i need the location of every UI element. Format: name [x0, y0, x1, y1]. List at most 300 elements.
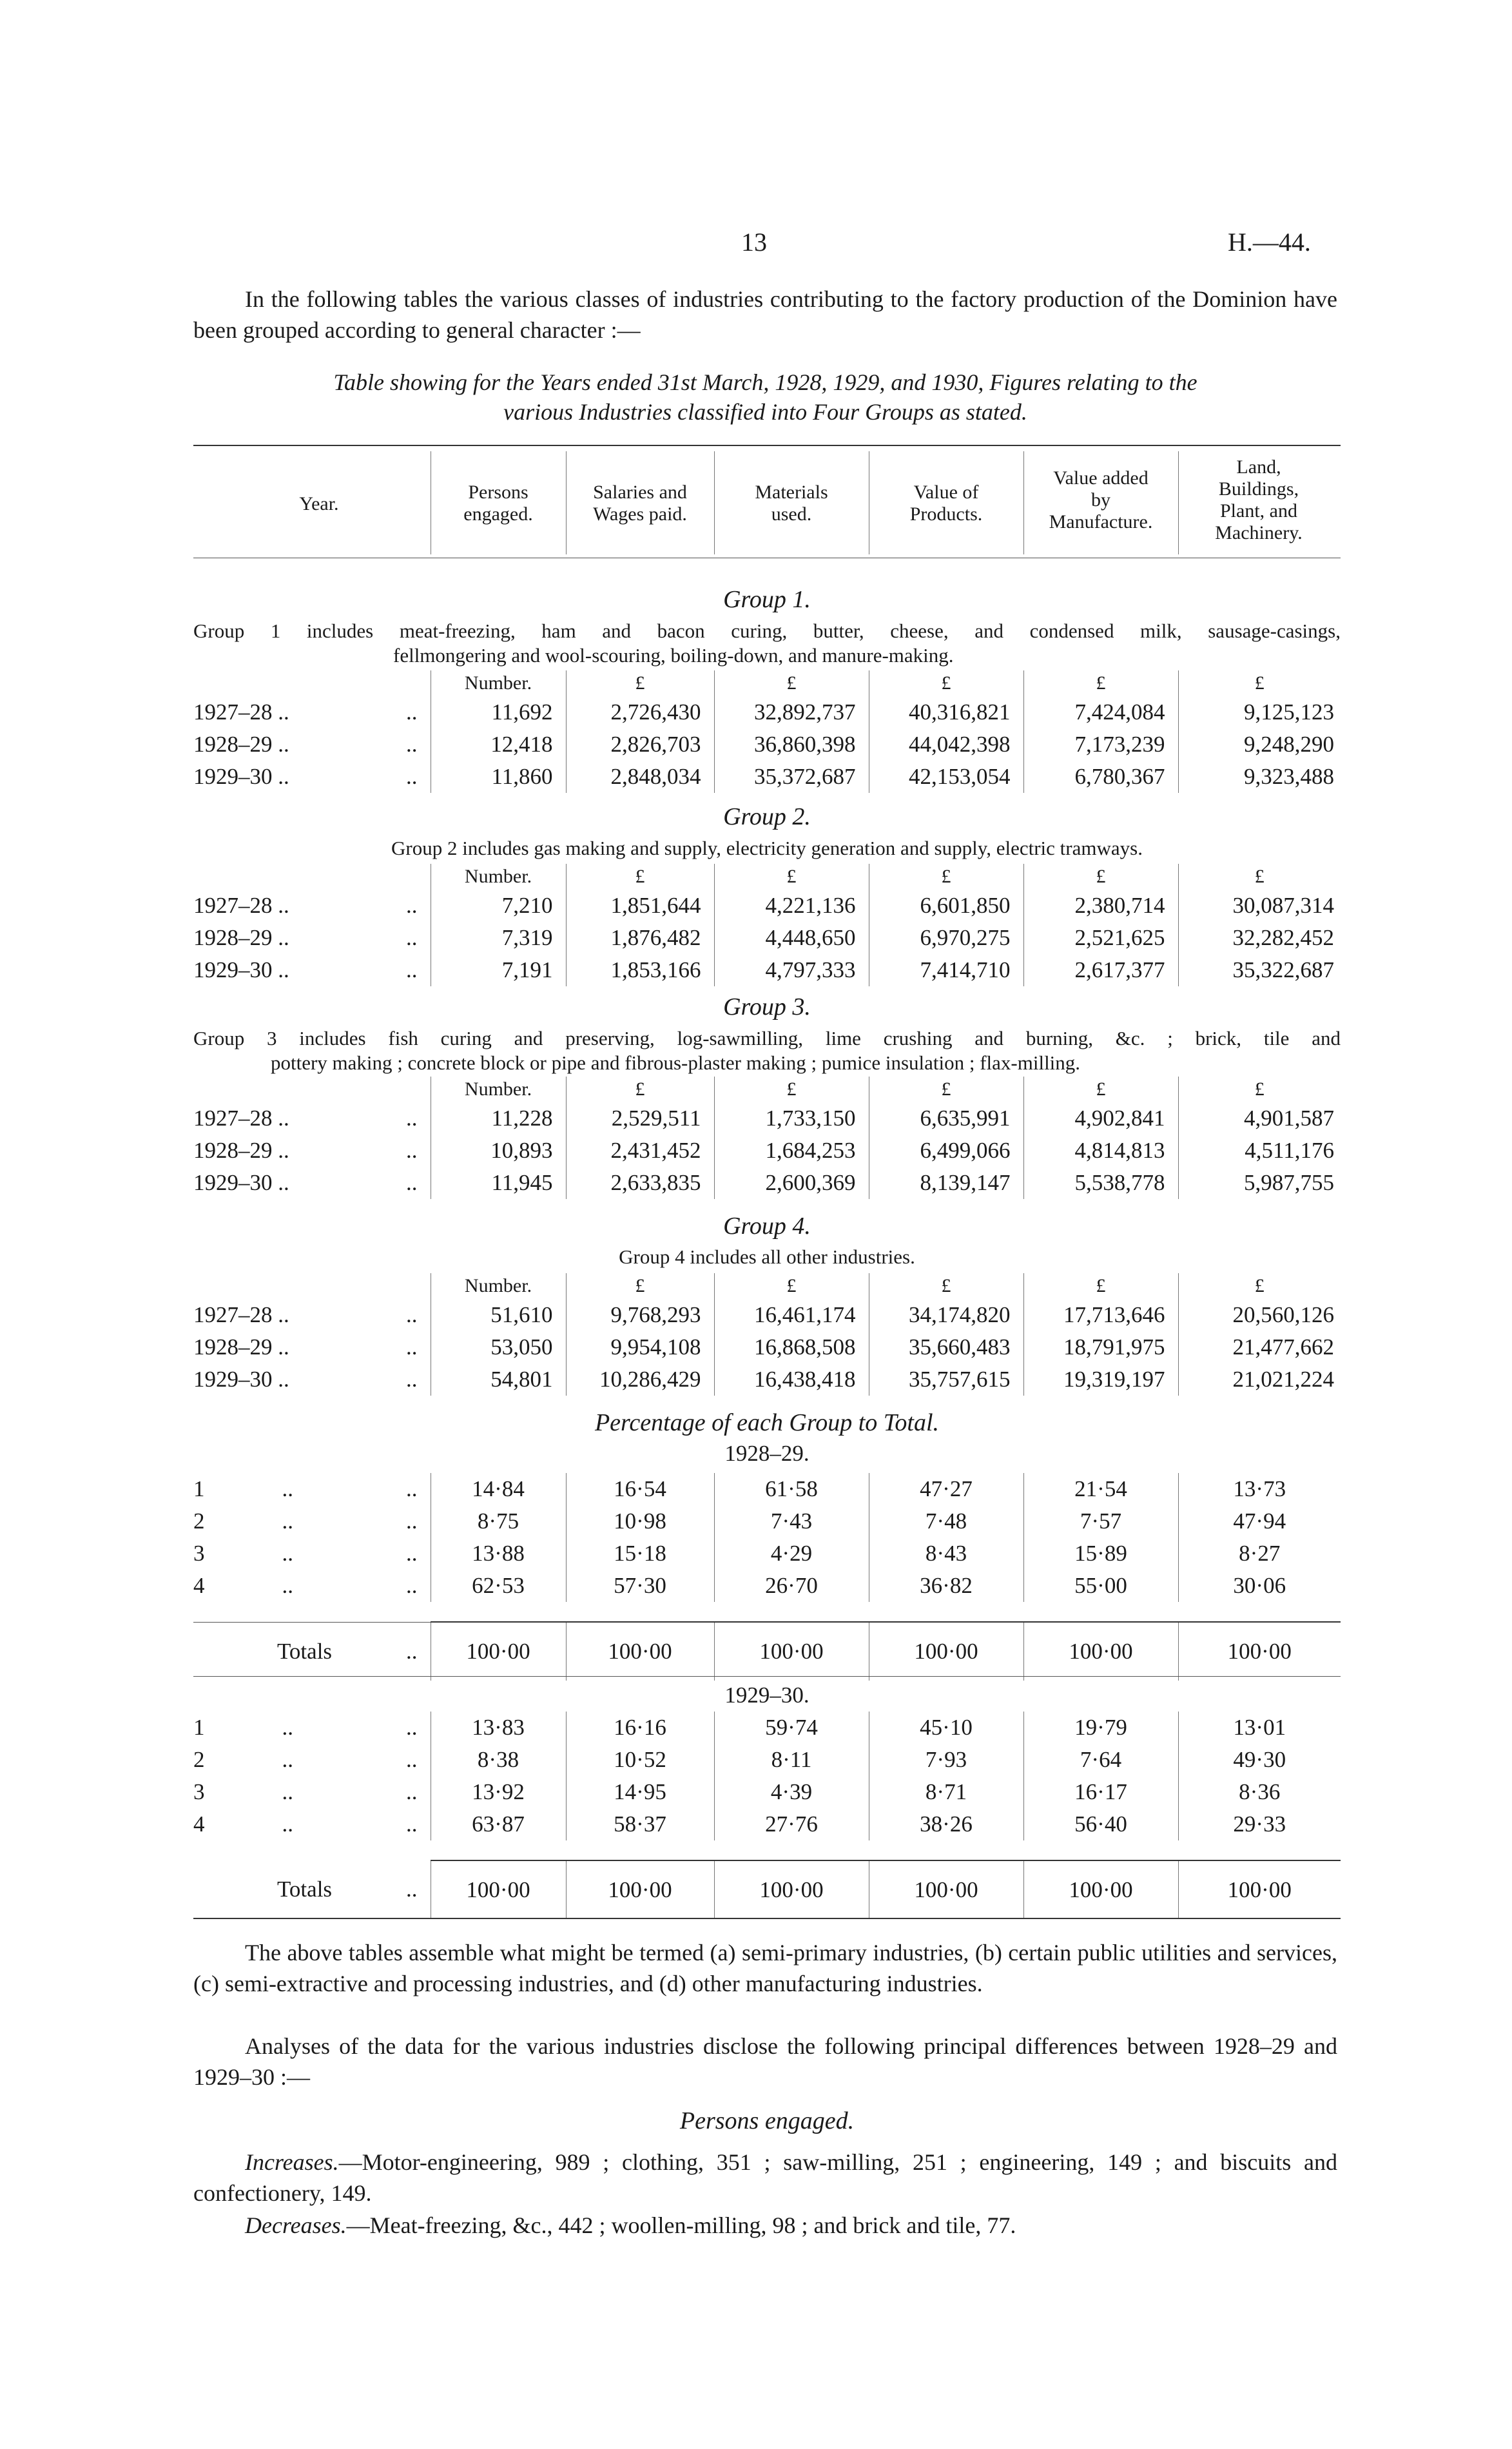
pct-cell: 36·82 — [869, 1570, 1023, 1602]
leader-dots: .. — [406, 1638, 418, 1664]
pct-cell: 7·93 — [869, 1744, 1023, 1776]
pct-cell: 15·89 — [1023, 1537, 1178, 1570]
unit-cell: £ — [1023, 864, 1178, 890]
unit-cell: £ — [1178, 1077, 1341, 1102]
table-row — [193, 1331, 1341, 1363]
value-cell: 6,970,275 — [869, 922, 1023, 954]
unit-cell: £ — [869, 864, 1023, 890]
salaries-cell: 9,768,293 — [566, 1299, 714, 1331]
unit-cell: £ — [714, 670, 869, 696]
group-label: 2 — [193, 1508, 205, 1534]
hdr-divider — [714, 451, 715, 554]
pct-cell: 47·27 — [869, 1473, 1023, 1505]
col-year: Year. — [299, 493, 339, 514]
land-cell: 35,322,687 — [1178, 954, 1341, 986]
units-row — [193, 1273, 1341, 1299]
leader-dots: .. — [282, 1573, 293, 1598]
group-label: 2 — [193, 1747, 205, 1772]
table-row — [193, 1135, 1341, 1167]
total-cell: 100·00 — [1023, 1860, 1178, 1918]
col-persons-l2: engaged. — [463, 503, 533, 525]
unit-cell: £ — [1178, 1273, 1341, 1299]
unit-cell: £ — [1178, 670, 1341, 696]
col-land-l1: Land, — [1236, 456, 1281, 478]
unit-cell: £ — [1023, 1077, 1178, 1102]
hdr-divider — [566, 451, 567, 554]
group1-desc-line1: Group 1 includes meat-freezing, ham and bacon curing, butter, cheese, and condensed milk, sausage-casings, — [193, 620, 1341, 642]
pct-cell: 10·52 — [566, 1744, 714, 1776]
total-cell: 100·00 — [714, 1860, 869, 1918]
percentage-heading: Percentage of each Group to Total. — [594, 1409, 940, 1436]
persons-cell: 10,893 — [431, 1135, 566, 1167]
land-cell: 9,323,488 — [1178, 761, 1341, 793]
group3-desc-line2: pottery making ; concrete block or pipe and fibrous-plaster making ; pumice insulation ; flax-milling. — [271, 1051, 1081, 1074]
table-end-rule — [193, 1918, 1341, 1919]
materials-cell: 4,797,333 — [714, 954, 869, 986]
land-cell: 9,248,290 — [1178, 728, 1341, 761]
table-row — [193, 1570, 1341, 1602]
pct-cell: 16·54 — [566, 1473, 714, 1505]
leader-dots: .. — [406, 1334, 418, 1360]
group1-table — [193, 670, 1341, 793]
pct-cell: 7·43 — [714, 1505, 869, 1537]
pct-table-1929 — [193, 1712, 1341, 1918]
unit-cell: £ — [714, 1273, 869, 1299]
land-cell: 32,282,452 — [1178, 922, 1341, 954]
total-cell: 100·00 — [1178, 1860, 1341, 1918]
added-cell: 2,380,714 — [1023, 890, 1178, 922]
pct-cell: 15·18 — [566, 1537, 714, 1570]
table-row — [193, 1712, 1341, 1744]
col-salaries — [566, 482, 714, 525]
unit-cell: £ — [1023, 670, 1178, 696]
persons-cell: 7,319 — [431, 922, 566, 954]
persons-cell: 7,191 — [431, 954, 566, 986]
leader-dots: .. — [282, 1476, 293, 1501]
pct-cell: 4·39 — [714, 1776, 869, 1808]
spacer-row — [193, 1840, 1341, 1860]
decreases-label: Decreases. — [245, 2212, 347, 2238]
units-row — [193, 670, 1341, 696]
salaries-cell: 2,431,452 — [566, 1135, 714, 1167]
leader-dots: .. — [406, 1106, 418, 1131]
group-label: 4 — [193, 1811, 205, 1837]
col-land-l4: Machinery. — [1215, 522, 1303, 543]
col-value — [869, 482, 1023, 525]
table-title-line1: Table showing for the Years ended 31st March, 1928, 1929, and 1930, Figures relating to the — [333, 369, 1197, 395]
value-cell: 35,660,483 — [869, 1331, 1023, 1363]
land-cell: 9,125,123 — [1178, 696, 1341, 728]
materials-cell: 2,600,369 — [714, 1167, 869, 1199]
decreases-text: —Meat-freezing, &c., 442 ; woollen-milling, 98 ; and brick and tile, 77. — [346, 2212, 1016, 2238]
added-cell: 7,173,239 — [1023, 728, 1178, 761]
leader-dots: .. — [406, 1747, 418, 1772]
group-label: 3 — [193, 1541, 205, 1566]
pct-cell: 13·01 — [1178, 1712, 1341, 1744]
header-top-rule — [193, 445, 1341, 446]
document-reference: H.—44. — [1228, 228, 1311, 257]
table-row — [193, 1299, 1341, 1331]
para-analysis: Analyses of the data for the various industries disclose the following principal differences between 1928–29 and 1929–30 :— — [193, 2033, 1337, 2090]
table-row — [193, 1808, 1341, 1840]
increases-text: —Motor-engineering, 989 ; clothing, 351 ; saw-milling, 251 ; engineering, 149 ; and biscuits and confectionery, 149. — [193, 2149, 1337, 2206]
unit-cell: £ — [869, 1077, 1023, 1102]
table-row — [193, 1776, 1341, 1808]
para-summary: The above tables assemble what might be termed (a) semi-primary industries, (b) certain public utilities and services, (c) semi-extractive and processing industries, and (d) other manufacturing industries. — [193, 1940, 1337, 1996]
value-cell: 8,139,147 — [869, 1167, 1023, 1199]
value-cell: 7,414,710 — [869, 954, 1023, 986]
group-label: 1 — [193, 1715, 205, 1740]
unit-cell: £ — [714, 1077, 869, 1102]
group-label: 3 — [193, 1779, 205, 1804]
unit-cell: Number. — [431, 1273, 566, 1299]
pct-cell: 13·73 — [1178, 1473, 1341, 1505]
value-cell: 34,174,820 — [869, 1299, 1023, 1331]
group1-heading: Group 1. — [723, 586, 811, 613]
totals-label: Totals — [277, 1638, 333, 1664]
salaries-cell: 1,876,482 — [566, 922, 714, 954]
persons-cell: 11,945 — [431, 1167, 566, 1199]
col-materials-l2: used. — [771, 503, 812, 525]
group2-desc: Group 2 includes gas making and supply, electricity generation and supply, electric tramways. — [391, 837, 1143, 859]
year-label: 1927–28 .. — [193, 1302, 289, 1327]
pct-cell: 55·00 — [1023, 1570, 1178, 1602]
intro-paragraph: In the following tables the various classes of industries contributing to the factory production of the Dominion have been grouped according to general character :— — [193, 286, 1337, 343]
persons-cell: 51,610 — [431, 1299, 566, 1331]
pct-cell: 57·30 — [566, 1570, 714, 1602]
pct-cell: 47·94 — [1178, 1505, 1341, 1537]
pct-cell: 8·38 — [431, 1744, 566, 1776]
col-materials — [714, 482, 869, 525]
table-row — [193, 1167, 1341, 1199]
pct-cell: 8·75 — [431, 1505, 566, 1537]
unit-cell: Number. — [431, 670, 566, 696]
added-cell: 19,319,197 — [1023, 1363, 1178, 1396]
table-row — [193, 761, 1341, 793]
pct-cell: 56·40 — [1023, 1808, 1178, 1840]
group4-desc: Group 4 includes all other industries. — [619, 1245, 915, 1268]
leader-dots: .. — [406, 1302, 418, 1327]
total-cell: 100·00 — [1023, 1622, 1178, 1681]
leader-dots: .. — [406, 925, 418, 950]
value-cell: 6,635,991 — [869, 1102, 1023, 1135]
value-cell: 44,042,398 — [869, 728, 1023, 761]
leader-dots: .. — [282, 1811, 293, 1837]
materials-cell: 4,221,136 — [714, 890, 869, 922]
decreases-paragraph — [193, 2210, 1337, 2241]
increases-label: Increases. — [245, 2149, 339, 2175]
materials-cell: 1,733,150 — [714, 1102, 869, 1135]
year-label: 1928–29 .. — [193, 1334, 289, 1360]
persons-cell: 12,418 — [431, 728, 566, 761]
salaries-cell: 2,848,034 — [566, 761, 714, 793]
group3-table — [193, 1077, 1341, 1199]
salaries-cell: 2,826,703 — [566, 728, 714, 761]
land-cell: 21,021,224 — [1178, 1363, 1341, 1396]
pct-cell: 63·87 — [431, 1808, 566, 1840]
value-cell: 42,153,054 — [869, 761, 1023, 793]
salaries-cell: 10,286,429 — [566, 1363, 714, 1396]
total-cell: 100·00 — [714, 1622, 869, 1681]
materials-cell: 16,868,508 — [714, 1331, 869, 1363]
year-label: 1929–30 .. — [193, 957, 289, 982]
persons-cell: 53,050 — [431, 1331, 566, 1363]
group3-desc-line1: Group 3 includes fish curing and preserving, log-sawmilling, lime crushing and burning, &c. ; brick, tile and — [193, 1027, 1341, 1049]
year-label: 1929–30 .. — [193, 1367, 289, 1392]
total-cell: 100·00 — [1178, 1622, 1341, 1681]
leader-dots: .. — [282, 1715, 293, 1740]
group3-desc — [193, 1026, 1341, 1075]
table-title-line2: various Industries classified into Four Groups as stated. — [503, 399, 1027, 425]
leader-dots: .. — [406, 1715, 418, 1740]
leader-dots: .. — [406, 1367, 418, 1392]
pct-cell: 19·79 — [1023, 1712, 1178, 1744]
pct-cell: 59·74 — [714, 1712, 869, 1744]
leader-dots: .. — [282, 1779, 293, 1804]
pct-cell: 13·88 — [431, 1537, 566, 1570]
pct-cell: 29·33 — [1178, 1808, 1341, 1840]
table-row — [193, 1537, 1341, 1570]
table-row — [193, 922, 1341, 954]
added-cell: 2,521,625 — [1023, 922, 1178, 954]
pct-year-1929: 1929–30. — [724, 1683, 809, 1708]
year-label: 1928–29 .. — [193, 1138, 289, 1163]
col-materials-l1: Materials — [755, 482, 828, 503]
pct-cell: 7·48 — [869, 1505, 1023, 1537]
col-salaries-l1: Salaries and — [593, 482, 687, 503]
pct-1928-bottom-rule — [193, 1676, 1341, 1677]
group2-table — [193, 864, 1341, 986]
pct-cell: 61·58 — [714, 1473, 869, 1505]
year-label: 1927–28 .. — [193, 699, 289, 725]
totals-row — [193, 1860, 1341, 1918]
value-cell: 6,601,850 — [869, 890, 1023, 922]
total-cell: 100·00 — [431, 1860, 566, 1918]
land-cell: 30,087,314 — [1178, 890, 1341, 922]
totals-label: Totals — [277, 1877, 333, 1902]
pct-year-1928: 1928–29. — [724, 1441, 809, 1466]
total-cell: 100·00 — [566, 1622, 714, 1681]
leader-dots: .. — [282, 1541, 293, 1566]
col-land — [1178, 456, 1339, 544]
materials-cell: 16,461,174 — [714, 1299, 869, 1331]
value-cell: 40,316,821 — [869, 696, 1023, 728]
added-cell: 7,424,084 — [1023, 696, 1178, 728]
totals-row — [193, 1622, 1341, 1681]
pct-cell: 4·29 — [714, 1537, 869, 1570]
leader-dots: .. — [406, 1811, 418, 1837]
added-cell: 5,538,778 — [1023, 1167, 1178, 1199]
col-value-l1: Value of — [913, 482, 979, 503]
unit-cell: £ — [566, 1273, 714, 1299]
value-cell: 35,757,615 — [869, 1363, 1023, 1396]
unit-cell: Number. — [431, 1077, 566, 1102]
pct-cell: 8·11 — [714, 1744, 869, 1776]
pct-cell: 62·53 — [431, 1570, 566, 1602]
col-added — [1023, 467, 1178, 533]
col-persons — [431, 482, 566, 525]
pct-cell: 21·54 — [1023, 1473, 1178, 1505]
hdr-divider — [1178, 451, 1179, 554]
table-row — [193, 890, 1341, 922]
leader-dots: .. — [282, 1508, 293, 1534]
year-label: 1929–30 .. — [193, 1170, 289, 1195]
pct-cell: 13·83 — [431, 1712, 566, 1744]
pct-cell: 27·76 — [714, 1808, 869, 1840]
group2-heading: Group 2. — [723, 803, 811, 830]
group-label: 4 — [193, 1573, 205, 1598]
pct-cell: 7·64 — [1023, 1744, 1178, 1776]
leader-dots: .. — [406, 1779, 418, 1804]
added-cell: 6,780,367 — [1023, 761, 1178, 793]
leader-dots: .. — [406, 1877, 418, 1902]
year-label: 1929–30 .. — [193, 764, 289, 789]
group-label: 1 — [193, 1476, 205, 1501]
col-land-l3: Plant, and — [1220, 500, 1297, 522]
materials-cell: 36,860,398 — [714, 728, 869, 761]
salaries-cell: 2,726,430 — [566, 696, 714, 728]
leader-dots: .. — [406, 1170, 418, 1195]
unit-cell: £ — [869, 1273, 1023, 1299]
materials-cell: 1,684,253 — [714, 1135, 869, 1167]
leader-dots: .. — [406, 699, 418, 725]
salaries-cell: 2,529,511 — [566, 1102, 714, 1135]
pct-cell: 8·27 — [1178, 1537, 1341, 1570]
total-cell: 100·00 — [566, 1860, 714, 1918]
unit-cell: £ — [869, 670, 1023, 696]
added-cell: 17,713,646 — [1023, 1299, 1178, 1331]
unit-cell: £ — [566, 864, 714, 890]
group4-table — [193, 1273, 1341, 1396]
persons-cell: 11,228 — [431, 1102, 566, 1135]
year-label: 1927–28 .. — [193, 893, 289, 918]
pct-cell: 8·43 — [869, 1537, 1023, 1570]
leader-dots: .. — [406, 764, 418, 789]
col-added-l3: Manufacture. — [1049, 511, 1153, 532]
unit-cell: Number. — [431, 864, 566, 890]
units-row — [193, 1077, 1341, 1102]
pct-cell: 58·37 — [566, 1808, 714, 1840]
table-row — [193, 728, 1341, 761]
persons-cell: 11,860 — [431, 761, 566, 793]
salaries-cell: 1,851,644 — [566, 890, 714, 922]
leader-dots: .. — [406, 1541, 418, 1566]
leader-dots: .. — [282, 1747, 293, 1772]
col-persons-l1: Persons — [468, 482, 528, 503]
year-label: 1928–29 .. — [193, 925, 289, 950]
col-added-l2: by — [1091, 489, 1110, 511]
pct-cell: 30·06 — [1178, 1570, 1341, 1602]
pct-cell: 38·26 — [869, 1808, 1023, 1840]
unit-cell: £ — [1178, 864, 1341, 890]
unit-cell: £ — [1023, 1273, 1178, 1299]
group1-desc-line2: fellmongering and wool-scouring, boiling-down, and manure-making. — [393, 644, 954, 667]
increases-paragraph — [193, 2147, 1337, 2209]
leader-dots: .. — [406, 893, 418, 918]
value-cell: 6,499,066 — [869, 1135, 1023, 1167]
pct-cell: 26·70 — [714, 1570, 869, 1602]
table-row — [193, 1473, 1341, 1505]
page-number: 13 — [741, 228, 767, 257]
salaries-cell: 2,633,835 — [566, 1167, 714, 1199]
unit-cell: £ — [566, 670, 714, 696]
persons-cell: 11,692 — [431, 696, 566, 728]
land-cell: 4,511,176 — [1178, 1135, 1341, 1167]
persons-cell: 7,210 — [431, 890, 566, 922]
leader-dots: .. — [406, 1138, 418, 1163]
pct-cell: 16·17 — [1023, 1776, 1178, 1808]
total-cell: 100·00 — [869, 1622, 1023, 1681]
land-cell: 5,987,755 — [1178, 1167, 1341, 1199]
hdr-divider — [1023, 451, 1024, 554]
pct-cell: 8·71 — [869, 1776, 1023, 1808]
unit-cell: £ — [566, 1077, 714, 1102]
table-row — [193, 1505, 1341, 1537]
materials-cell: 32,892,737 — [714, 696, 869, 728]
total-cell: 100·00 — [869, 1860, 1023, 1918]
persons-cell: 54,801 — [431, 1363, 566, 1396]
persons-engaged-heading: Persons engaged. — [679, 2107, 855, 2134]
table-row — [193, 1363, 1341, 1396]
table-row — [193, 954, 1341, 986]
materials-cell: 16,438,418 — [714, 1363, 869, 1396]
materials-cell: 4,448,650 — [714, 922, 869, 954]
unit-cell: £ — [714, 864, 869, 890]
leader-dots: .. — [406, 1508, 418, 1534]
salaries-cell: 1,853,166 — [566, 954, 714, 986]
pct-cell: 7·57 — [1023, 1505, 1178, 1537]
year-label: 1927–28 .. — [193, 1106, 289, 1131]
pct-cell: 14·95 — [566, 1776, 714, 1808]
pct-table-1928 — [193, 1473, 1341, 1681]
added-cell: 4,902,841 — [1023, 1102, 1178, 1135]
land-cell: 20,560,126 — [1178, 1299, 1341, 1331]
col-land-l2: Buildings, — [1218, 478, 1299, 500]
materials-cell: 35,372,687 — [714, 761, 869, 793]
pct-cell: 16·16 — [566, 1712, 714, 1744]
year-label: 1928–29 .. — [193, 732, 289, 757]
added-cell: 4,814,813 — [1023, 1135, 1178, 1167]
table-row — [193, 696, 1341, 728]
added-cell: 2,617,377 — [1023, 954, 1178, 986]
group3-heading: Group 3. — [723, 993, 811, 1020]
group4-heading: Group 4. — [723, 1213, 811, 1240]
pct-cell: 8·36 — [1178, 1776, 1341, 1808]
pct-cell: 49·30 — [1178, 1744, 1341, 1776]
salaries-cell: 9,954,108 — [566, 1331, 714, 1363]
pct-cell: 13·92 — [431, 1776, 566, 1808]
col-added-l1: Value added — [1053, 467, 1149, 489]
leader-dots: .. — [406, 1573, 418, 1598]
added-cell: 18,791,975 — [1023, 1331, 1178, 1363]
leader-dots: .. — [406, 1476, 418, 1501]
table-row — [193, 1102, 1341, 1135]
col-salaries-l2: Wages paid. — [593, 503, 687, 525]
col-value-l2: Products. — [909, 503, 983, 525]
pct-cell: 45·10 — [869, 1712, 1023, 1744]
pct-cell: 10·98 — [566, 1505, 714, 1537]
pct-cell: 14·84 — [431, 1473, 566, 1505]
table-row — [193, 1744, 1341, 1776]
land-cell: 4,901,587 — [1178, 1102, 1341, 1135]
land-cell: 21,477,662 — [1178, 1331, 1341, 1363]
leader-dots: .. — [406, 732, 418, 757]
spacer-row — [193, 1602, 1341, 1622]
total-cell: 100·00 — [431, 1622, 566, 1681]
group1-desc — [193, 619, 1341, 668]
leader-dots: .. — [406, 957, 418, 982]
units-row — [193, 864, 1341, 890]
